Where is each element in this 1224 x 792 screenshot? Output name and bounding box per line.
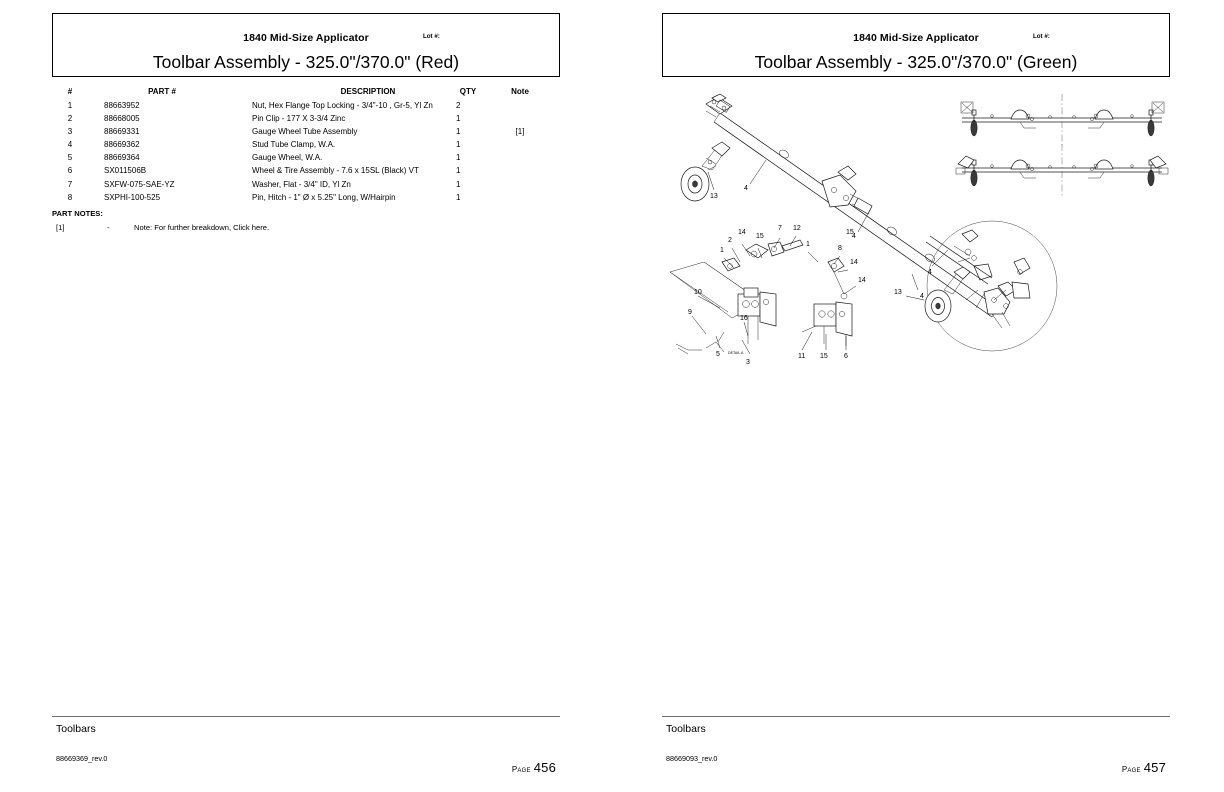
footer-page-label: Page [511,765,531,774]
callout-4b: 4 [852,233,856,240]
part-note-text[interactable]: Note: For further breakdown, Click here. [134,223,270,232]
table-row [52,140,560,153]
callout-1b: 1 [806,241,810,248]
callout-16: 16 [740,315,748,322]
footer-document-number: 88669369_rev.0 [56,754,108,763]
cell-part-number[interactable]: 88669362 [104,140,140,150]
plan-view-upper [961,94,1164,146]
callout-7: 7 [778,225,782,232]
cell-number: 1 [67,101,73,110]
footer-divider [52,716,560,717]
cell-qty: 1 [456,153,461,163]
cell-part-number[interactable]: 88669331 [104,127,140,137]
table-row [52,193,560,206]
col-header-number: # [67,87,73,96]
cell-part-number[interactable]: SXFW-075-SAE-YZ [104,179,175,189]
toolbar-assembly-diagram [662,86,1170,416]
cell-qty: 1 [456,192,461,202]
cell-description: Nut, Hex Flange Top Locking - 3/4"-10 , Gr-5, Yl Zn [252,101,433,110]
table-row [52,180,560,193]
callout-15a: 15 [756,233,764,240]
cell-description: Gauge Wheel, W.A. [252,153,323,163]
callout-4d: 4 [928,269,932,276]
cell-part-number[interactable]: SXPHI-100-525 [104,192,161,202]
assembly-title: Toolbar Assembly - 325.0"/370.0" (Green) [754,52,1078,72]
cell-number: 5 [67,153,73,163]
page-right [662,0,1170,792]
col-header-description: DESCRIPTION [340,87,396,96]
cell-description: Wheel & Tire Assembly - 7.6 x 15SL (Black) VT [252,166,419,176]
cell-qty: 1 [456,179,461,189]
cell-number: 4 [67,140,73,150]
footer-section-name: Toolbars [666,723,706,735]
assembly-title: Toolbar Assembly - 325.0"/370.0" (Red) [152,52,460,72]
callout-10: 10 [694,289,702,296]
callout-9: 9 [688,309,692,316]
footer-section-name: Toolbars [56,723,96,735]
cell-part-number[interactable]: 88669364 [104,153,140,163]
cell-description: Pin Clip - 177 X 3-3/4 Zinc [252,114,346,124]
parts-table [52,87,560,206]
cell-note-ref[interactable]: [1] [515,127,525,137]
cell-part-number[interactable]: SX011506B [104,166,147,176]
model-title: 1840 Mid-Size Applicator [853,32,979,44]
footer-page-label: Page [1121,765,1141,774]
callout-13b: 13 [894,289,902,296]
callout-3: 3 [746,359,750,366]
title-block-right [662,13,1170,77]
lot-label: Lot #: [1033,33,1050,40]
table-row [52,166,560,179]
cell-description: Gauge Wheel Tube Assembly [252,127,358,137]
table-row [52,114,560,127]
gauge-wheel-left [681,142,730,201]
cell-description: Washer, Flat - 3/4" ID, Yl Zn [252,179,351,189]
table-header-row [52,87,560,101]
footer-document-number: 88669093_rev.0 [666,754,718,763]
cell-description: Pin, Hitch - 1" Ø x 5.25" Long, W/Hairpin [252,192,396,202]
callout-15c: 15 [846,229,854,236]
table-row [52,101,560,114]
part-note-dash: - [107,223,110,232]
cell-description: Stud Tube Clamp, W.A. [252,140,336,150]
cell-number: 7 [67,179,73,189]
callout-numbers [688,185,932,366]
footer-page-indicator [1122,760,1166,775]
main-toolbar-isometric [681,94,1016,328]
detail-a-label: DETAIL A [728,351,744,355]
callout-14a: 14 [738,229,746,236]
part-note-item [52,223,560,235]
cell-number: 6 [67,166,73,176]
footer-divider [662,716,1170,717]
cell-qty: 1 [456,166,461,176]
part-note-tag: [1] [56,223,65,232]
page-left [52,0,560,792]
footer-page-number: 456 [533,760,556,775]
callout-14b: 14 [850,259,858,266]
cell-qty: 1 [456,140,461,150]
col-header-qty: QTY [459,87,477,96]
detail-bubble-circle [926,221,1057,351]
callout-4a: 4 [744,185,748,192]
cell-part-number[interactable]: 88668005 [104,114,140,124]
cell-number: 3 [67,127,73,137]
callout-4c: 4 [920,293,924,300]
callout-15b: 15 [820,353,828,360]
callout-5: 5 [716,351,720,358]
lot-label: Lot #: [423,33,440,40]
cell-qty: 1 [456,127,461,137]
table-row [52,153,560,166]
callout-13a: 13 [710,193,718,200]
callout-1a: 1 [720,247,724,254]
table-row [52,127,560,140]
plan-view-lower [956,144,1168,196]
model-title: 1840 Mid-Size Applicator [243,32,369,44]
footer-page-number: 457 [1143,760,1166,775]
title-block-left [52,13,560,77]
callout-8: 8 [838,245,842,252]
cell-number: 2 [67,114,73,124]
callout-11: 11 [798,353,806,360]
cell-qty: 1 [456,114,461,124]
callout-14c: 14 [858,277,866,284]
callout-12: 12 [793,225,801,232]
part-notes-title: PART NOTES: [52,209,103,218]
col-header-note: Note [511,87,529,96]
callout-2: 2 [728,237,732,244]
exploded-detail-lower [670,240,852,355]
callout-6: 6 [844,353,848,360]
cell-part-number[interactable]: 88663952 [104,101,140,110]
cell-number: 8 [67,192,73,202]
footer-page-indicator [512,760,556,775]
col-header-part: PART # [148,87,176,96]
cell-qty: 2 [456,101,461,110]
